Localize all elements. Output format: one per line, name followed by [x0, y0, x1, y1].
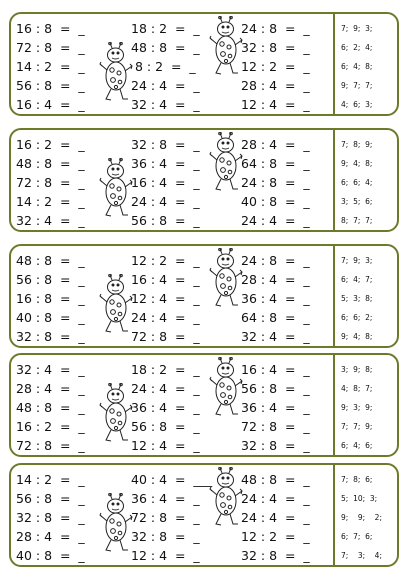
division-problem: 24 : 8 = _: [241, 175, 310, 190]
answer-key: [341, 360, 397, 455]
division-problem: 12 : 4 = _: [241, 97, 310, 112]
answer-row: 6; 4; 6;: [341, 441, 373, 450]
answer-row: 7; 7; 9;: [341, 422, 373, 431]
answer-divider: [333, 14, 335, 114]
division-problem: 72 : 8 = _: [131, 329, 200, 344]
problem-column: [16, 135, 85, 230]
division-problem: 72 : 8 = _: [131, 510, 200, 525]
division-problem: 32 : 8 = _: [241, 438, 310, 453]
division-problem: 32 : 4 = _: [241, 329, 310, 344]
division-problem: 24 : 8 = _: [241, 21, 310, 36]
answer-row: 4; 6; 3;: [341, 100, 373, 109]
division-problem: 12 : 2 = _: [131, 253, 200, 268]
division-problem: 64 : 8 = _: [241, 156, 310, 171]
division-problem: 24 : 8 = _: [241, 253, 310, 268]
division-problem: 28 : 4 = _: [241, 272, 310, 287]
division-problem: 32 : 4 = _: [131, 97, 200, 112]
division-problem: 28 : 4 = _: [16, 529, 85, 544]
problem-column: [131, 470, 212, 565]
division-problem: 40 : 8 = _: [16, 310, 85, 325]
division-problem: 16 : 8 = _: [16, 21, 85, 36]
problem-column: [241, 470, 310, 565]
division-problem: 28 : 4 = _: [16, 381, 85, 396]
division-problem: 16 : 4 = _: [131, 272, 200, 287]
answer-row: 6; 7; 6;: [341, 532, 373, 541]
division-problem: 72 : 8 = _: [241, 419, 310, 434]
division-problem: 18 : 2 = _: [131, 21, 200, 36]
division-problem: 48 : 8 = _: [241, 472, 310, 487]
division-problem: 32 : 8 = _: [241, 548, 310, 563]
answer-row: 4; 8; 7;: [341, 384, 373, 393]
division-problem: 16 : 4 = _: [16, 97, 85, 112]
answer-row: 3; 9; 8;: [341, 365, 373, 374]
division-problem: 32 : 4 = _: [16, 362, 85, 377]
division-problem: 56 : 8 = _: [131, 419, 200, 434]
division-problem: 32 : 8 = _: [131, 137, 200, 152]
division-problem: 56 : 8 = _: [16, 78, 85, 93]
answer-row: 7; 9; 3;: [341, 256, 373, 265]
problem-column: [16, 19, 85, 114]
answer-row: 6; 6; 2;: [341, 313, 373, 322]
answer-row: 9; 4; 8;: [341, 332, 373, 341]
division-problem: 72 : 8 = _: [16, 175, 85, 190]
problem-column: [16, 470, 85, 565]
problem-column: [131, 251, 200, 346]
division-problem: 56 : 8 = _: [16, 491, 85, 506]
answer-row: 3; 5; 6;: [341, 197, 373, 206]
answer-row: 6; 6; 4;: [341, 178, 373, 187]
division-problem: 14 : 2 = _: [16, 59, 85, 74]
monster-illustration: [209, 16, 243, 76]
division-problem: 56 : 8 = _: [131, 213, 200, 228]
monster-illustration: [209, 357, 243, 417]
answer-key: [341, 19, 397, 114]
division-problem: 12 : 2 = _: [241, 59, 310, 74]
answer-row: 9; 9; 2;: [341, 513, 382, 522]
division-problem: 48 : 8 = _: [16, 400, 85, 415]
problem-column: [131, 360, 200, 455]
answer-row: 5; 3; 8;: [341, 294, 373, 303]
division-problem: 36 : 4 = _: [131, 400, 200, 415]
division-problem: 24 : 4 = _: [131, 310, 200, 325]
answer-divider: [333, 130, 335, 230]
division-problem: 24 : 4 = _: [241, 213, 310, 228]
division-problem: 32 : 8 = _: [16, 329, 85, 344]
monster-illustration: [209, 132, 243, 192]
division-problem: 24 : 4 = _: [131, 381, 200, 396]
problem-column: [131, 135, 200, 230]
answer-row: 8; 7; 7;: [341, 216, 373, 225]
monster-illustration: [99, 42, 133, 102]
division-problem: 16 : 2 = _: [16, 419, 85, 434]
division-problem: 48 : 8 = _: [16, 156, 85, 171]
division-problem: 12 : 4 = _: [131, 291, 200, 306]
division-problem: 72 : 8 = _: [16, 40, 85, 55]
division-problem: 16 : 8 = _: [16, 291, 85, 306]
division-problem: 32 : 8 = _: [16, 510, 85, 525]
answer-row: 7; 8; 6;: [341, 475, 373, 484]
division-problem: 56 : 8 = _: [16, 272, 85, 287]
answer-row: 6; 4; 8;: [341, 62, 373, 71]
division-problem: 48 : 8 = _: [131, 40, 200, 55]
answer-row: 9; 4; 8;: [341, 159, 373, 168]
monster-illustration: [99, 158, 133, 218]
answer-row: 7; 9; 3;: [341, 24, 373, 33]
division-problem: 64 : 8 = _: [241, 310, 310, 325]
answer-divider: [333, 246, 335, 346]
division-problem: 32 : 8 = _: [131, 529, 200, 544]
division-problem: 18 : 2 = _: [131, 362, 200, 377]
answer-key: [341, 135, 397, 230]
exercise-panel: [9, 12, 399, 116]
monster-illustration: [99, 274, 133, 334]
problem-column: [241, 251, 310, 346]
answer-row: 9; 3; 9;: [341, 403, 373, 412]
division-problem: 14 : 2 = _: [16, 194, 85, 209]
division-problem: 24 : 4 = _: [241, 510, 310, 525]
division-problem: 16 : 4 = _: [241, 362, 310, 377]
division-problem: 28 : 4 = _: [241, 137, 310, 152]
division-problem: 32 : 4 = _: [16, 213, 85, 228]
answer-divider: [333, 465, 335, 565]
division-problem: 40 : 8 = _: [241, 194, 310, 209]
division-problem: 40 : 4 = ___: [131, 472, 213, 487]
answer-row: 9; 7; 7;: [341, 81, 373, 90]
problem-column: [241, 135, 310, 230]
answer-key: [341, 470, 397, 565]
exercise-panel: [9, 353, 399, 457]
exercise-panel: [9, 244, 399, 348]
division-problem: 8 : 2 = _: [131, 59, 196, 74]
problem-column: [241, 360, 310, 455]
answer-row: 7; 3; 4;: [341, 551, 382, 560]
division-problem: 36 : 4 = _: [131, 491, 200, 506]
exercise-panel: [9, 128, 399, 232]
answer-row: 7; 8; 9;: [341, 140, 373, 149]
division-problem: 12 : 4 = _: [131, 548, 200, 563]
monster-illustration: [99, 493, 133, 553]
division-problem: 56 : 8 = _: [241, 381, 310, 396]
division-problem: 16 : 4 = _: [131, 175, 200, 190]
division-problem: 16 : 2 = _: [16, 137, 85, 152]
answer-row: 6; 2; 4;: [341, 43, 373, 52]
division-problem: 12 : 2 = _: [241, 529, 310, 544]
division-problem: 36 : 4 = _: [241, 291, 310, 306]
division-problem: 48 : 8 = _: [16, 253, 85, 268]
monster-illustration: [209, 248, 243, 308]
monster-illustration: [209, 467, 243, 527]
division-problem: 72 : 8 = _: [16, 438, 85, 453]
division-problem: 24 : 4 = _: [241, 491, 310, 506]
exercise-panel: [9, 463, 399, 567]
division-problem: 24 : 4 = _: [131, 78, 200, 93]
division-problem: 24 : 4 = _: [131, 194, 200, 209]
problem-column: [16, 251, 85, 346]
division-problem: 36 : 4 = _: [131, 156, 200, 171]
answer-row: 6; 4; 7;: [341, 275, 373, 284]
monster-illustration: [99, 383, 133, 443]
division-problem: 40 : 8 = _: [16, 548, 85, 563]
division-problem: 14 : 2 = _: [16, 472, 85, 487]
division-problem: 28 : 4 = _: [241, 78, 310, 93]
answer-row: 5; 10; 3;: [341, 494, 378, 503]
answer-divider: [333, 355, 335, 455]
division-problem: 36 : 4 = _: [241, 400, 310, 415]
division-problem: 32 : 8 = _: [241, 40, 310, 55]
problem-column: [16, 360, 85, 455]
division-problem: 12 : 4 = _: [131, 438, 200, 453]
answer-key: [341, 251, 397, 346]
problem-column: [131, 19, 200, 114]
problem-column: [241, 19, 310, 114]
